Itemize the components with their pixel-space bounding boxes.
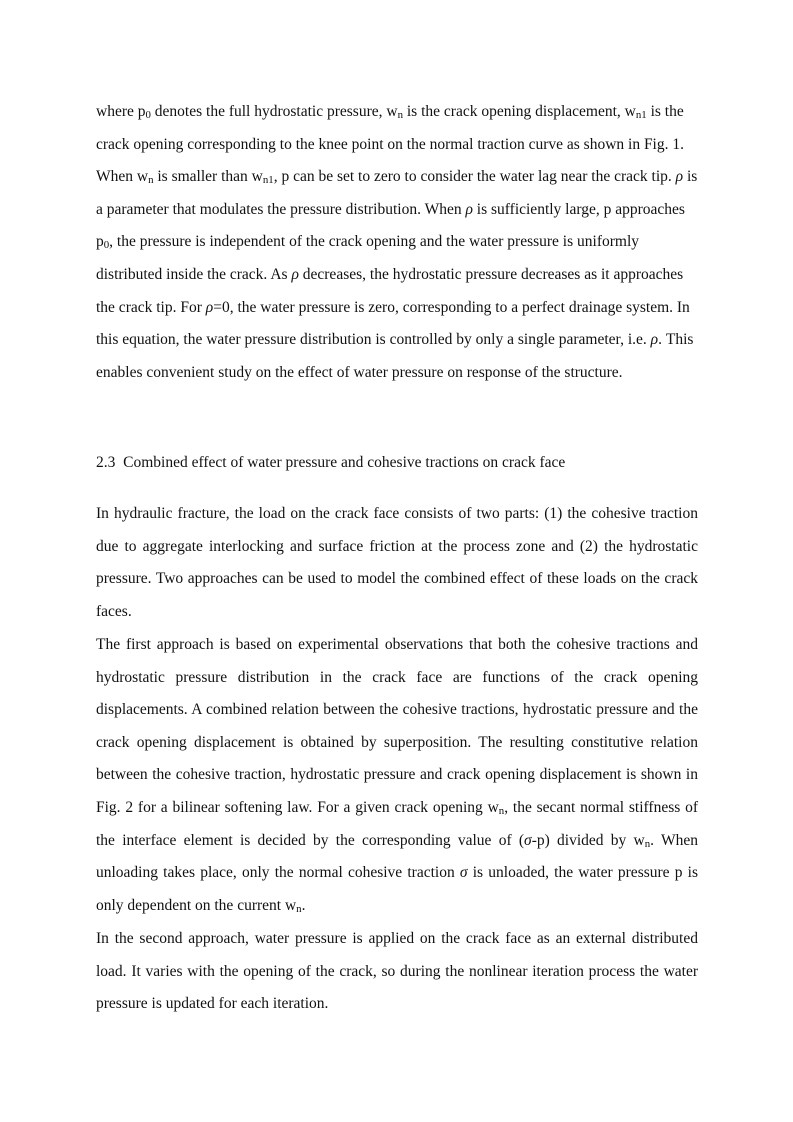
- paragraph-hydraulic-fracture-load: In hydraulic fracture, the load on the crack face consists of two parts: (1) the cohesive traction due to aggregate interlocking and surface friction at the process zone and (2) the hydrostatic pressure. Two approaches can be used to model the combined effect of these loads on the crack faces.: [96, 505, 698, 620]
- paragraph-water-pressure-description: where $p_0$ denotes the full hydrostatic pressure, $w_n$ is the crack opening displacement, $w_{n1}$ is the crack opening corresponding to the knee point on the normal traction curve as shown in Fig. 1. When $w_n$ is smaller than $w_{n1}$, p can be set to zero to consider the water lag near the crack tip. ρ is a parameter that modulates the pressure distribution. When ρ is sufficiently large, p approaches $p_0$, the pressure is independent of the crack opening and the water pressure is uniformly distributed inside the crack. As ρ decreases, the hydrostatic pressure decreases as it approaches the crack tip. For ρ=0, the water pressure is zero, corresponding to a perfect drainage system. In this equation, the water pressure distribution is controlled by only a single parameter, i.e. ρ. This enables convenient study on the effect of water pressure on response of the structure.: [96, 103, 698, 381]
- paragraph-second-approach: In the second approach, water pressure is applied on the crack face as an external distributed load. It varies with the opening of the crack, so during the nonlinear iteration process the water pressure is updated for each iteration.: [96, 930, 698, 1013]
- section-title: Combined effect of water pressure and cohesive tractions on crack face: [123, 454, 566, 471]
- paragraph-first-approach: The first approach is based on experimental observations that both the cohesive tractions and hydrostatic pressure distribution in the crack face are functions of the crack opening displacements. A combined relation between the cohesive tractions, hydrostatic pressure and the crack opening displacement is obtained by superposition. The resulting constitutive relation between the cohesive traction, hydrostatic pressure and crack opening displacement is shown in Fig. 2 for a bilinear softening law. For a given crack opening $w_n$, the secant normal stiffness of the interface element is decided by the corresponding value of (σ-p) divided by $w_n$. When unloading takes place, only the normal cohesive traction σ is unloaded, the water pressure p is only dependent on the current $w_n$.: [96, 636, 699, 915]
- section-heading: [96, 447, 565, 479]
- section-number: 2.3: [96, 454, 116, 471]
